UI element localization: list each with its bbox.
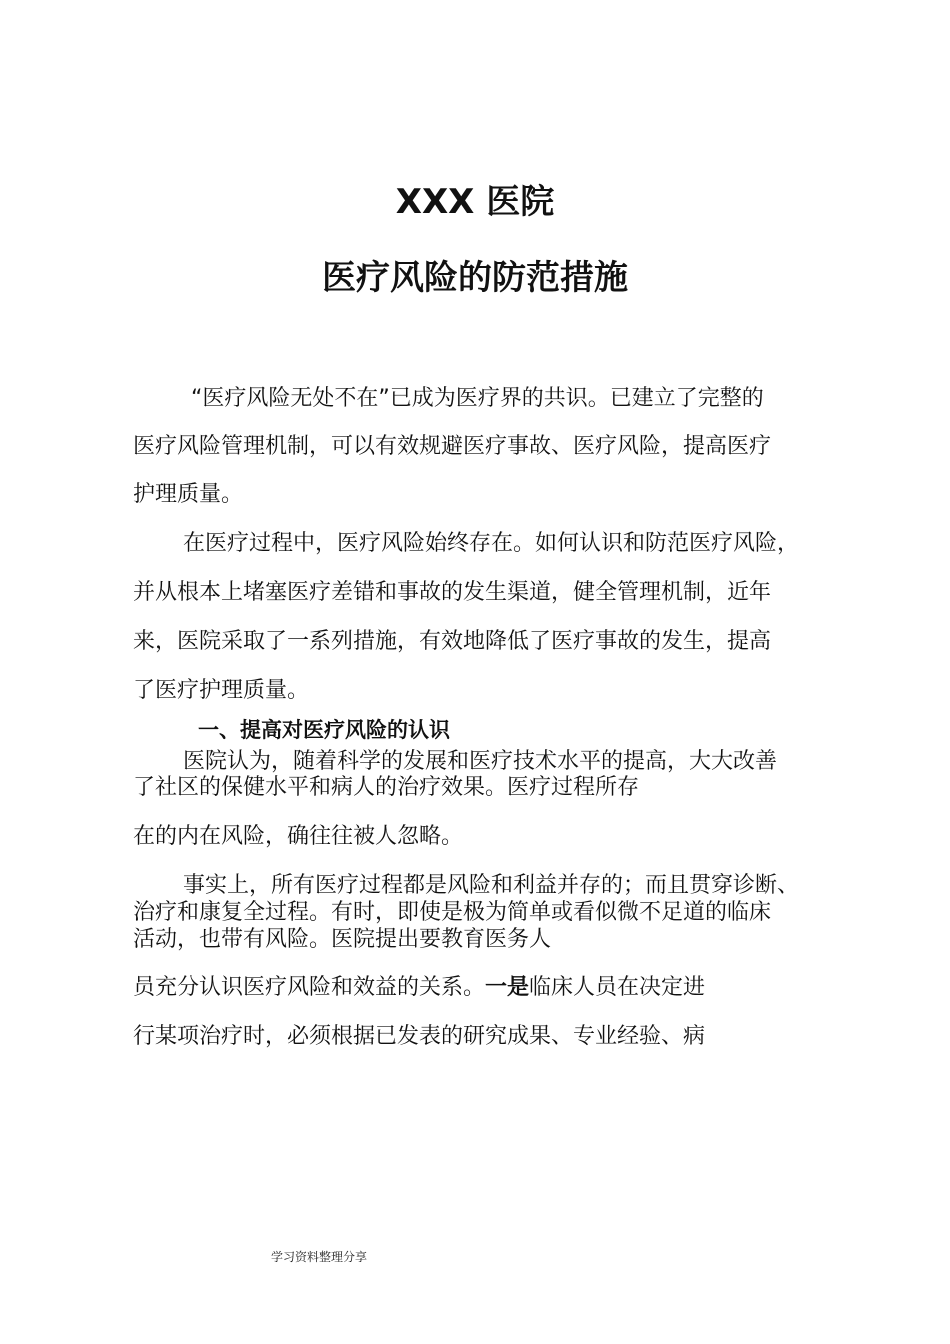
paragraph-4-line-1: 事实上，所有医疗过程都是风险和利益并存的；而且贯穿诊断、	[183, 873, 800, 898]
paragraph-4-line-2: 治疗和康复全过程。有时，即使是极为简单或看似微不足道的临床	[133, 900, 772, 925]
paragraph-2-line-2: 并从根本上堵塞医疗差错和事故的发生渠道，健全管理机制，近年	[133, 580, 772, 605]
document-title-main: 医疗风险的防范措施	[322, 258, 628, 298]
paragraph-2-line-3: 来，医院采取了一系列措施，有效地降低了医疗事故的发生，提高	[133, 629, 772, 654]
paragraph-2-line-1: 在医疗过程中，医疗风险始终存在。如何认识和防范医疗风险，	[183, 531, 800, 556]
paragraph-5-line-1	[133, 974, 705, 1002]
paragraph-3-line-3: 在的内在风险，确往往被人忽略。	[133, 824, 464, 849]
paragraph-5-prefix: 员充分认识医疗风险和效益的关系。	[133, 975, 486, 1000]
paragraph-1-line-3: 护理质量。	[133, 482, 244, 507]
paragraph-4-line-3: 活动，也带有风险。医院提出要教育医务人	[133, 927, 552, 952]
document-title-hospital: XXX 医院	[395, 182, 555, 222]
paragraph-3-line-1: 医院认为，随着科学的发展和医疗技术水平的提高，大大改善	[183, 749, 778, 774]
paragraph-2-line-4: 了医疗护理质量。	[133, 678, 310, 703]
paragraph-3-line-2: 了社区的保健水平和病人的治疗效果。医疗过程所存	[133, 775, 640, 800]
paragraph-5-emphasis: 一是	[485, 975, 530, 1000]
paragraph-5-line-2: 行某项治疗时，必须根据已发表的研究成果、专业经验、病	[133, 1024, 706, 1049]
section-heading-1: 一、提高对医疗风险的认识	[198, 718, 450, 742]
paragraph-1-line-1: “医疗风险无处不在”已成为医疗界的共识。已建立了完整的	[191, 386, 764, 411]
paragraph-1-line-2: 医疗风险管理机制，可以有效规避医疗事故、医疗风险，提高医疗	[133, 434, 772, 459]
page-footer: 学习资料整理分享	[271, 1250, 368, 1264]
paragraph-5-suffix: 临床人员在决定进	[529, 975, 706, 1000]
